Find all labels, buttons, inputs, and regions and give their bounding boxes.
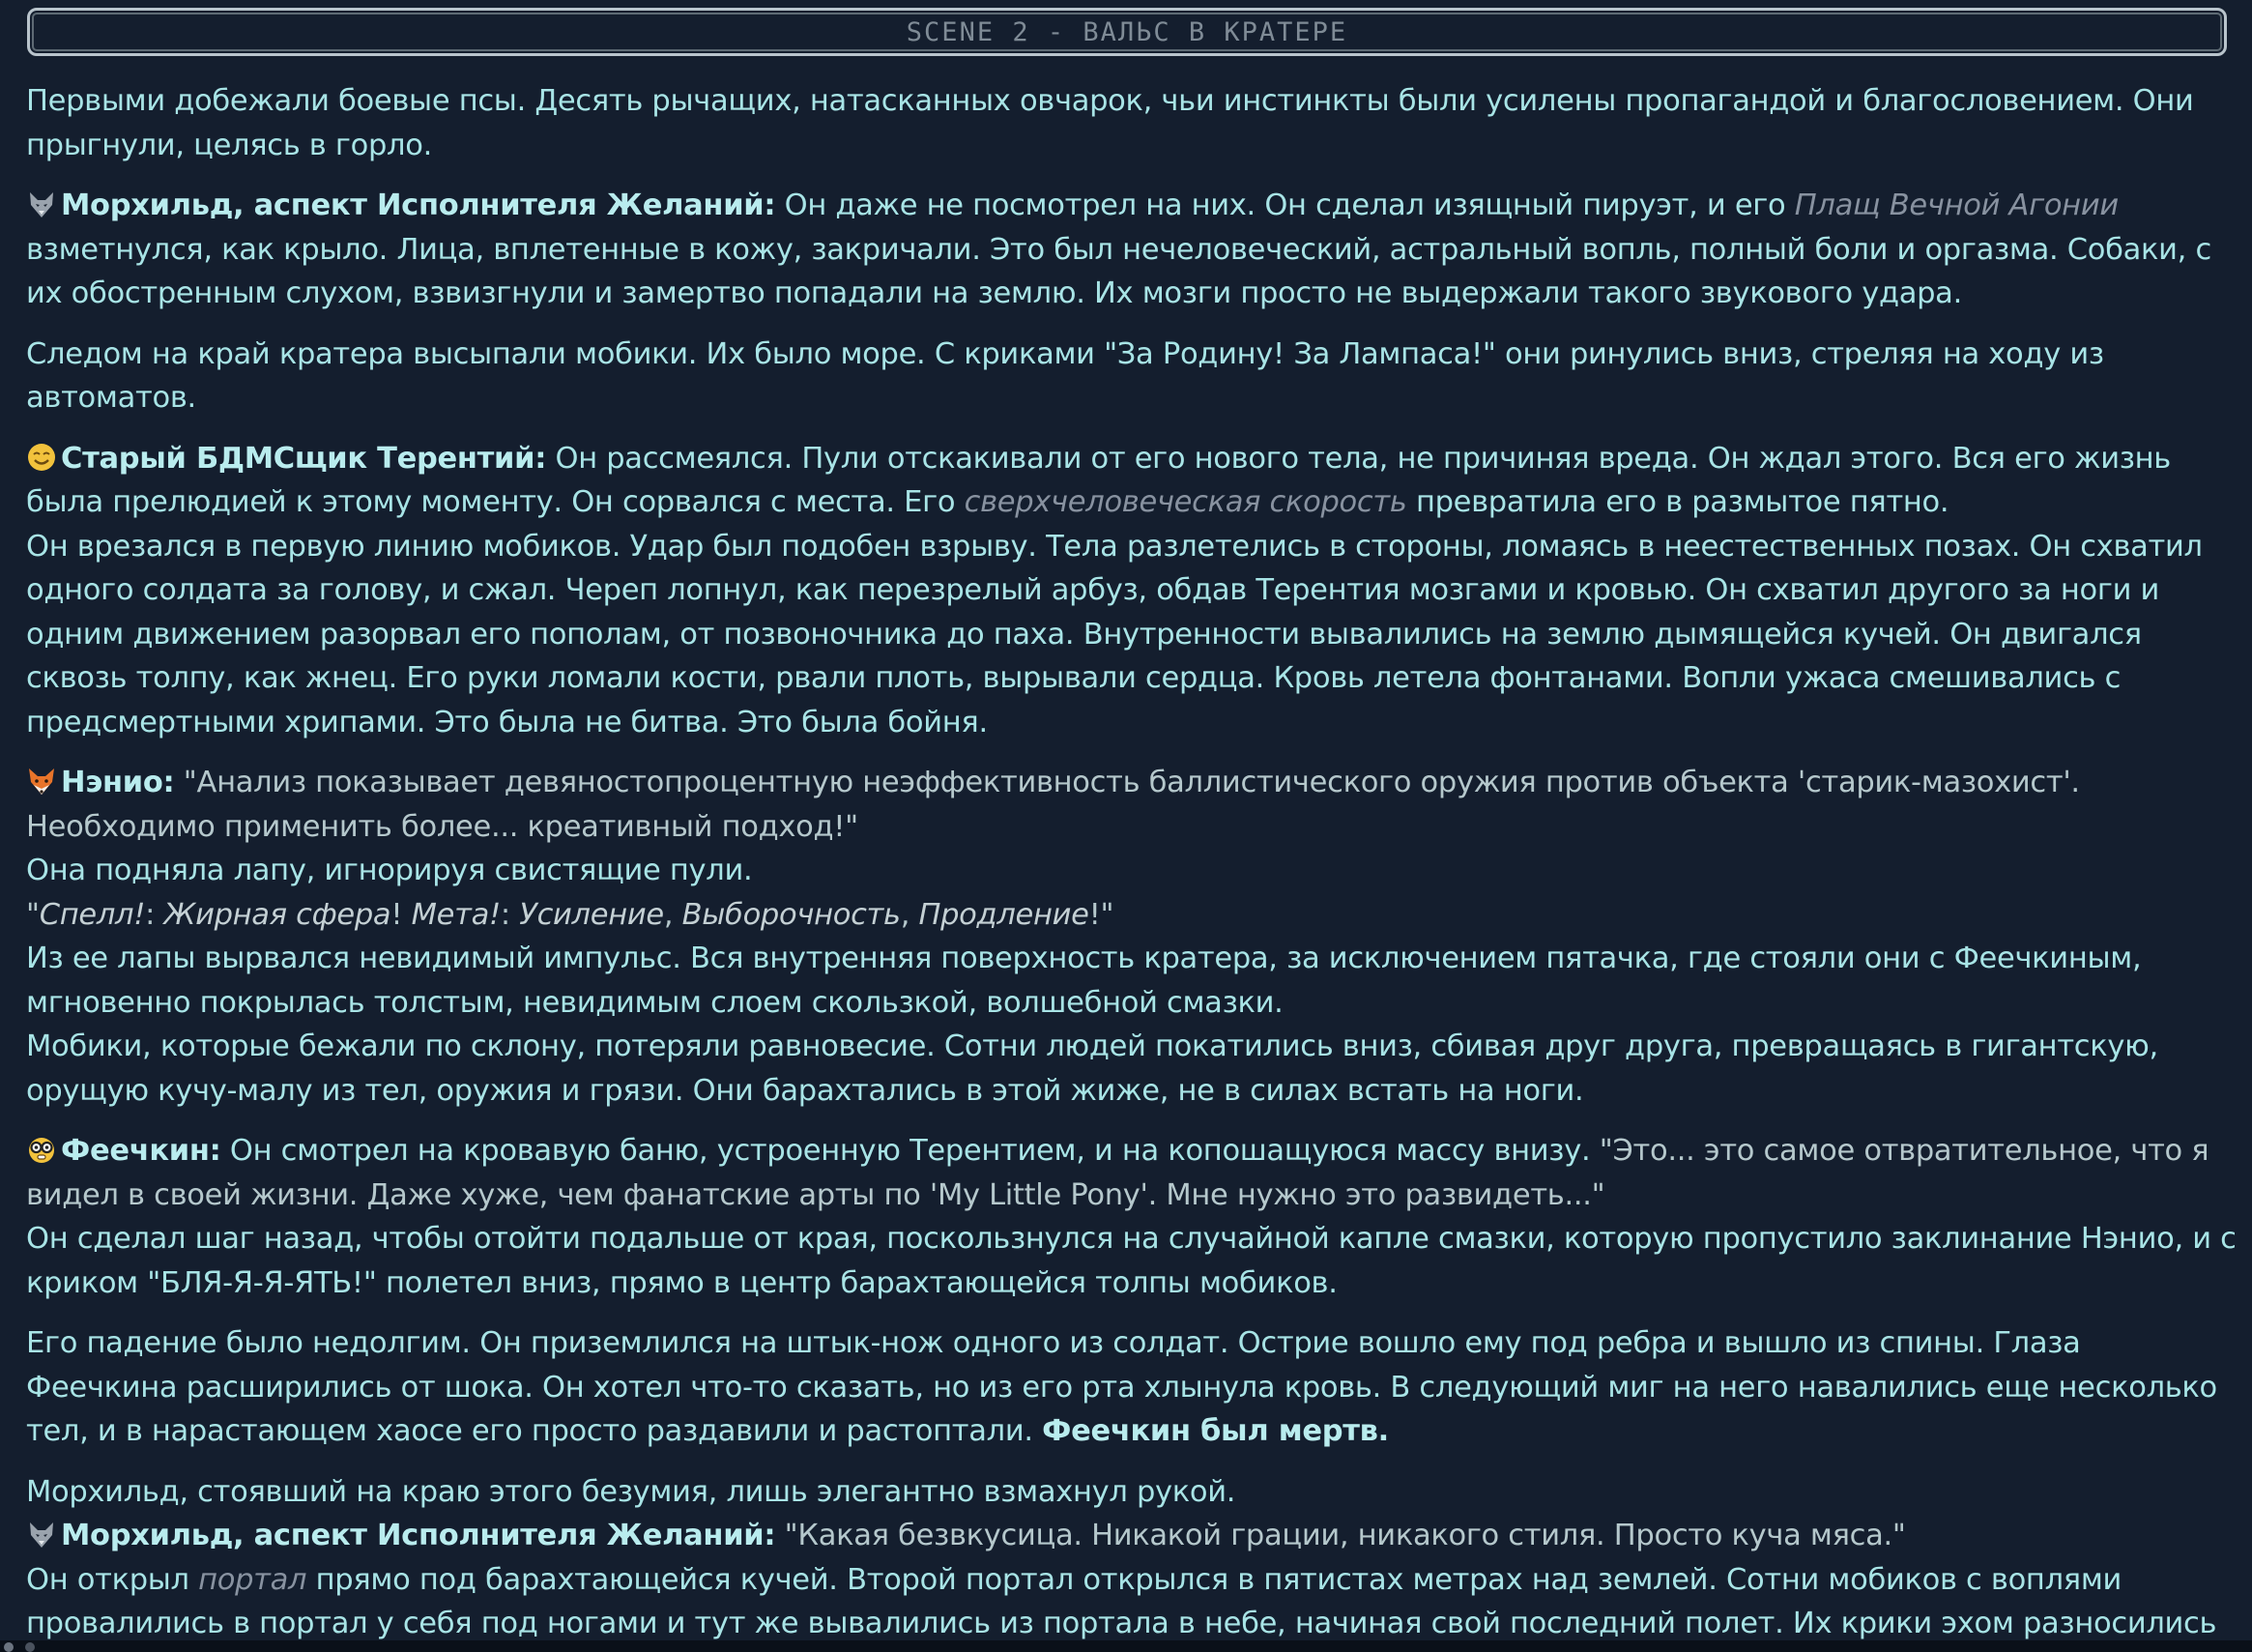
fox-icon [26, 766, 57, 797]
bottom-scrollbar[interactable] [0, 1640, 2252, 1652]
paragraph-dogs: Первыми добежали боевые псы. Десять рычащих, натасканных овчарок, чьи инстинкты были усилены пропагандой и благословением. Они прыгнули, целясь в горло. [26, 84, 2194, 162]
wolf-icon [26, 188, 57, 219]
smiling-face-icon [26, 442, 57, 473]
scroll-indicator[interactable] [4, 1642, 14, 1652]
paragraph-feechkin-death: Его падение было недолгим. Он приземлился на штык-нож одного из солдат. Острие вошло ему под ребра и вышло из спины. Глаза Феечкина расширились от шока. Он хотел что-то сказать, но из его рта хлынула кровь. В следующий миг на него навалились еще несколько тел, и в нарастающем хаосе его просто раздавили и растоптали. Феечкин был мертв. [26, 1326, 2217, 1448]
scroll-indicator[interactable] [25, 1642, 35, 1652]
paragraph-morhild-cloak: Морхильд, аспект Исполнителя Желаний: Он даже не посмотрел на них. Он сделал изящный пируэт, и его Плащ Вечной Агонии взметнулся, как крыло. Лица, вплетенные в кожу, закричали. Это был нечеловеческий, астральный вопль, полный боли и оргазма. Собаки, с их обостренным слухом, взвизгнули и замертво попадали на землю. Их мозги просто не выдержали такого звукового удара. [26, 188, 2211, 310]
paragraph-portals: Морхильд, стоявший на краю этого безумия, лишь элегантно взмахнул рукой. Морхильд, аспект Исполнителя Желаний: "Какая безвкусица. Никакой грации, никакого стиля. Просто куча мяса." Он открыл портал прямо под барахтающейся кучей. Второй портал открылся в пятистах метрах над землей. Сотни мобиков с воплями провалились в портал у себя под ногами и тут же вывалились из портала в небе, начиная свой последний полет. Их крики эхом разносились [26, 1474, 2217, 1640]
paragraph-nenio: Нэнио: "Анализ показывает девяностопроцентную неэффективность баллистического оружия против объекта 'старик-мазохист'. Необходимо применить более... креативный подход!" Она подняла лапу, игнорируя свистящие пули. "Спелл!: Жирная сфера! Мета!: Усиление, Выборочность, Продление!" Из ее лапы вырвался невидимый импульс. Вся внутренняя поверхность кратера, за исключением пятачка, где стояли они с Феечкиным, мгновенно покрылась толстым, невидимым слоем скользкой, волшебной смазки. Мобики, которые бежали по склону, потеряли равновесие. Сотни людей покатились вниз, сбивая друг друга, превращаясь в гигантскую, орущую кучу-малу из тел, оружия и грязи. Они барахтались в этой жиже, не в силах встать на ноги. [26, 766, 2158, 1108]
scene-title: SCENE 2 - ВАЛЬС В КРАТЕРЕ [27, 8, 2227, 56]
nerd-face-icon [26, 1134, 57, 1165]
wolf-icon [26, 1519, 57, 1550]
story-text [26, 79, 2239, 1646]
paragraph-mobiki: Следом на край кратера высыпали мобики. Их было море. С криками "За Родину! За Лампаса!" они ринулись вниз, стреляя на ходу из автоматов. [26, 336, 2104, 415]
paragraph-terentiy: Старый БДМСщик Терентий: Он рассмеялся. Пули отскакивали от его нового тела, не причиняя вреда. Он ждал этого. Вся его жизнь была прелюдией к этому моменту. Он сорвался с места. Его сверхчеловеческая скорость превратила его в размытое пятно. Он врезался в первую линию мобиков. Удар был подобен взрыву. Тела разлетелись в стороны, ломаясь в неестественных позах. Он схватил одного солдата за голову, и сжал. Череп лопнул, как перезрелый арбуз, обдав Терентия мозгами и кровью. Он схватил другого за ноги и одним движением разорвал его пополам, от позвоночника до паха. Внутренности вывалились на землю дымящейся кучей. Он двигался сквозь толпу, как жнец. Его руки ломали кости, рвали плоть, вырывали сердца. Кровь летела фонтанами. Вопли ужаса смешивались с предсмертными хрипами. Это была не битва. Это была бойня. [26, 441, 2203, 739]
paragraph-feechkin: Феечкин: Он смотрел на кровавую баню, устроенную Терентием, и на копошащуюся массу внизу. "Это... это самое отвратительное, что я видел в своей жизни. Даже хуже, чем фанатские арты по 'My Little Pony'. Мне нужно это развидеть..." Он сделал шаг назад, чтобы отойти подальше от края, поскользнулся на случайной капле смазки, которую пропустило заклинание Нэнио, и с криком "БЛЯ-Я-Я-ЯТЬ!" полетел вниз, прямо в центр барахтающейся толпы мобиков. [26, 1134, 2237, 1300]
